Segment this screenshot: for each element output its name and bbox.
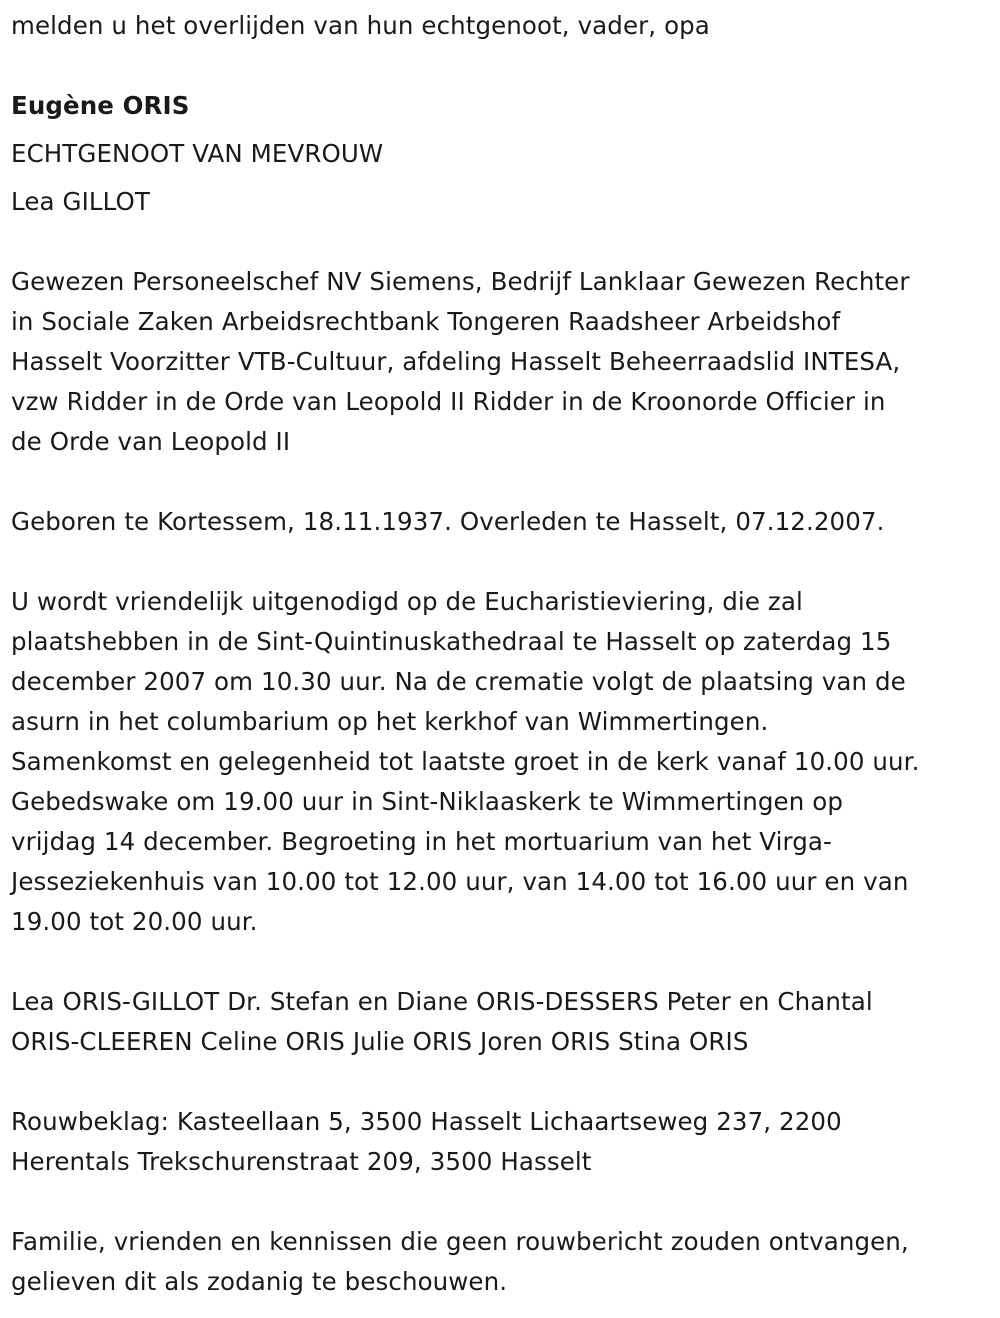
condolence-paragraph [11, 1102, 996, 1182]
spouse-label: ECHTGENOOT VAN MEVROUW [11, 139, 384, 168]
titles-line: de Orde van Leopold II [11, 427, 291, 456]
closing-line: Familie, vrienden en kennissen die geen rouwbericht zouden ontvangen, [11, 1227, 909, 1256]
ceremony-line: Samenkomst en gelegenheid tot laatste groet in de kerk vanaf 10.00 uur. [11, 747, 920, 776]
condolence-line: Herentals Trekschurenstraat 209, 3500 Hasselt [11, 1147, 592, 1176]
ceremony-line: december 2007 om 10.30 uur. Na de crematie volgt de plaatsing van de [11, 667, 906, 696]
ceremony-line: asurn in het columbarium op het kerkhof van Wimmertingen. [11, 707, 769, 736]
closing-line: gelieven dit als zodanig te beschouwen. [11, 1267, 508, 1296]
ceremony-line: U wordt vriendelijk uitgenodigd op de Eucharistieviering, die zal [11, 587, 803, 616]
ceremony-line: 19.00 tot 20.00 uur. [11, 907, 258, 936]
titles-line: Hasselt Voorzitter VTB-Cultuur, afdeling Hasselt Beheerraadslid INTESA, [11, 347, 901, 376]
ceremony-line: Jesseziekenhuis van 10.00 tot 12.00 uur, van 14.00 tot 16.00 uur en van [11, 867, 909, 896]
condolence-line: Rouwbeklag: Kasteellaan 5, 3500 Hasselt Lichaartseweg 237, 2200 [11, 1107, 842, 1136]
ceremony-line: vrijdag 14 december. Begroeting in het mortuarium van het Virga- [11, 827, 832, 856]
intro-text: melden u het overlijden van hun echtgenoot, vader, opa [11, 11, 710, 40]
closing-paragraph [11, 1222, 996, 1302]
family-line: ORIS-CLEEREN Celine ORIS Julie ORIS Joren ORIS Stina ORIS [11, 1027, 749, 1056]
deceased-name: Eugène ORIS [11, 91, 190, 120]
ceremony-line: Gebedswake om 19.00 uur in Sint-Niklaaskerk te Wimmertingen op [11, 787, 843, 816]
birth-death-line: Geboren te Kortessem, 18.11.1937. Overleden te Hasselt, 07.12.2007. [11, 507, 885, 536]
ceremony-paragraph [11, 582, 996, 942]
spouse-name: Lea GILLOT [11, 187, 150, 216]
titles-line: in Sociale Zaken Arbeidsrechtbank Tongeren Raadsheer Arbeidshof [11, 307, 841, 336]
birth-death-paragraph [11, 502, 996, 542]
family-paragraph [11, 982, 996, 1062]
titles-line: vzw Ridder in de Orde van Leopold II Ridder in de Kroonorde Officier in [11, 387, 886, 416]
family-line: Lea ORIS-GILLOT Dr. Stefan en Diane ORIS-DESSERS Peter en Chantal [11, 987, 873, 1016]
ceremony-line: plaatshebben in de Sint-Quintinuskathedraal te Hasselt op zaterdag 15 [11, 627, 892, 656]
titles-line: Gewezen Personeelschef NV Siemens, Bedrijf Lanklaar Gewezen Rechter [11, 267, 910, 296]
titles-paragraph [11, 262, 996, 462]
